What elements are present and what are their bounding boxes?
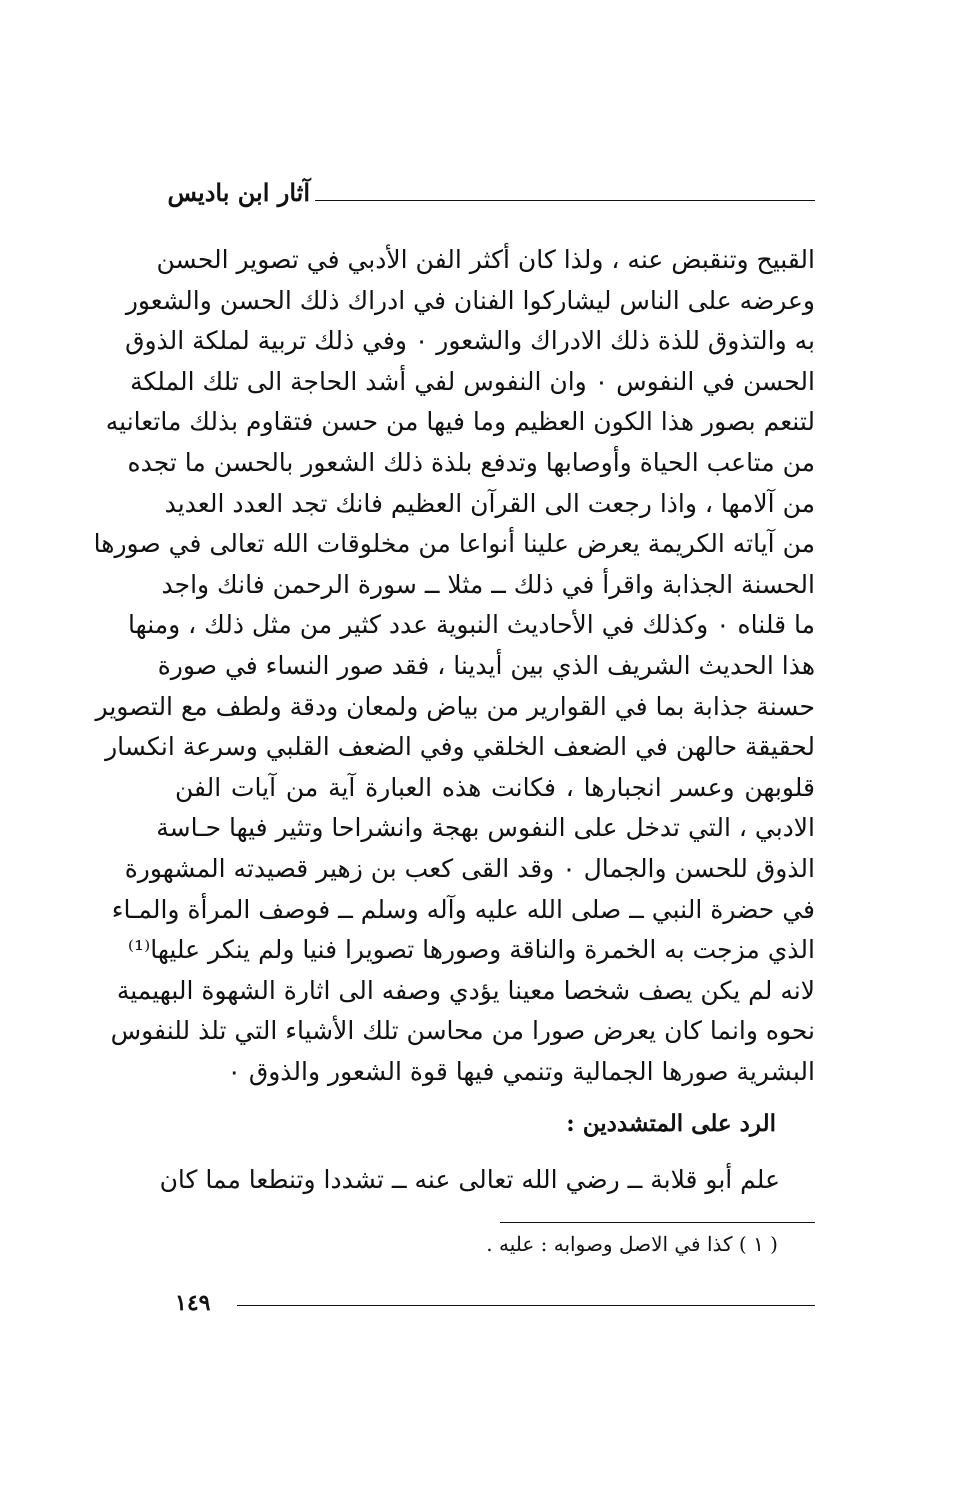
text-line: نحوه وانما كان يعرض صورا من محاسن تلك الأشياء التي تلذ للنفوس	[110, 1016, 815, 1046]
text-line: به والتذوق للذة ذلك الادراك والشعور ٠ وفي ذلك تربية لملكة الذوق	[125, 326, 815, 356]
text-line: لتنعم بصور هذا الكون العظيم وما فيها من حسن فتقاوم بذلك ماتعانيه	[105, 407, 815, 437]
text-line: قلوبهن وعسر انجبارها ، فكانت هذه العبارة آية من آيات الفن	[175, 772, 815, 802]
section-heading: الرد على المتشددين :	[566, 1110, 776, 1137]
text-line: القبيح وتنقبض عنه ، ولذا كان أكثر الفن الأدبي في تصوير الحسن	[156, 245, 815, 274]
text-line: الادبي ، التي تدخل على النفوس بهجة وانشراحا وتثير فيها حـاسة	[156, 813, 815, 843]
running-header	[167, 178, 815, 212]
footnote: ( ١ ) كذا في الاصل وصوابه : عليه .	[486, 1232, 778, 1256]
text-line: في حضرة النبي ــ صلى الله عليه وآله وسلم ــ فوصف المرأة والمـاء	[111, 894, 815, 924]
footer-rule	[237, 1305, 815, 1306]
header-rule	[315, 200, 815, 201]
text-line: من آياته الكريمة يعرض علينا أنواعا من مخلوقات الله تعالى في صورها	[93, 529, 815, 559]
page-footer	[175, 1290, 815, 1320]
text-line: لحقيقة حالهن في الضعف الخلقي وفي الضعف القلبي وسرعة انكسار	[105, 732, 815, 762]
footnote-rule	[500, 1222, 815, 1223]
text-line: من آلامها ، واذا رجعت الى القرآن العظيم فانك تجد العدد العديد	[164, 488, 815, 518]
text-line: وعرضه على الناس ليشاركوا الفنان في ادراك ذلك الحسن والشعور	[125, 285, 815, 315]
header-title: آثار ابن باديس	[167, 178, 310, 207]
text-line: الذوق للحسن والجمال ٠ وقد القى كعب بن زهير قصيدته المشهورة	[124, 853, 815, 883]
text-line: الحسنة الجذابة واقرأ في ذلك ــ مثلا ــ سورة الرحمن فانك واجد	[161, 569, 815, 599]
main-text	[93, 240, 815, 1092]
text-line: من متاعب الحياة وأوصابها وتدفع بلذة ذلك الشعور بالحسن ما تجده	[127, 447, 815, 477]
text-line: الذي مزجت به الخمرة والناقة وصورها تصويرا فنيا ولم ينكر عليها⁽¹⁾	[127, 935, 815, 965]
text-line: الحسن في النفوس ٠ وان النفوس لفي أشد الحاجة الى تلك الملكة	[130, 366, 815, 396]
text-line: ما قلناه ٠ وكذلك في الأحاديث النبوية عدد كثير من مثل ذلك ، ومنها	[128, 610, 815, 640]
page-number: ١٤٩	[175, 1290, 211, 1316]
text-line: لانه لم يكن يصف شخصا معينا يؤدي وصفه الى اثارة الشهوة البهيمية	[116, 975, 815, 1005]
section-first-line: علم أبو قلابة ــ رضي الله تعالى عنه ــ تشددا وتنطعا مما كان	[159, 1165, 780, 1194]
text-line: البشرية صورها الجمالية وتنمي فيها قوة الشعور والذوق ٠	[227, 1056, 815, 1086]
text-line: حسنة جذابة بما في القوارير من بياض ولمعان ودقة ولطف مع التصوير	[95, 691, 815, 721]
text-line: هذا الحديث الشريف الذي بين أيدينا ، فقد صور النساء في صورة	[157, 650, 815, 680]
